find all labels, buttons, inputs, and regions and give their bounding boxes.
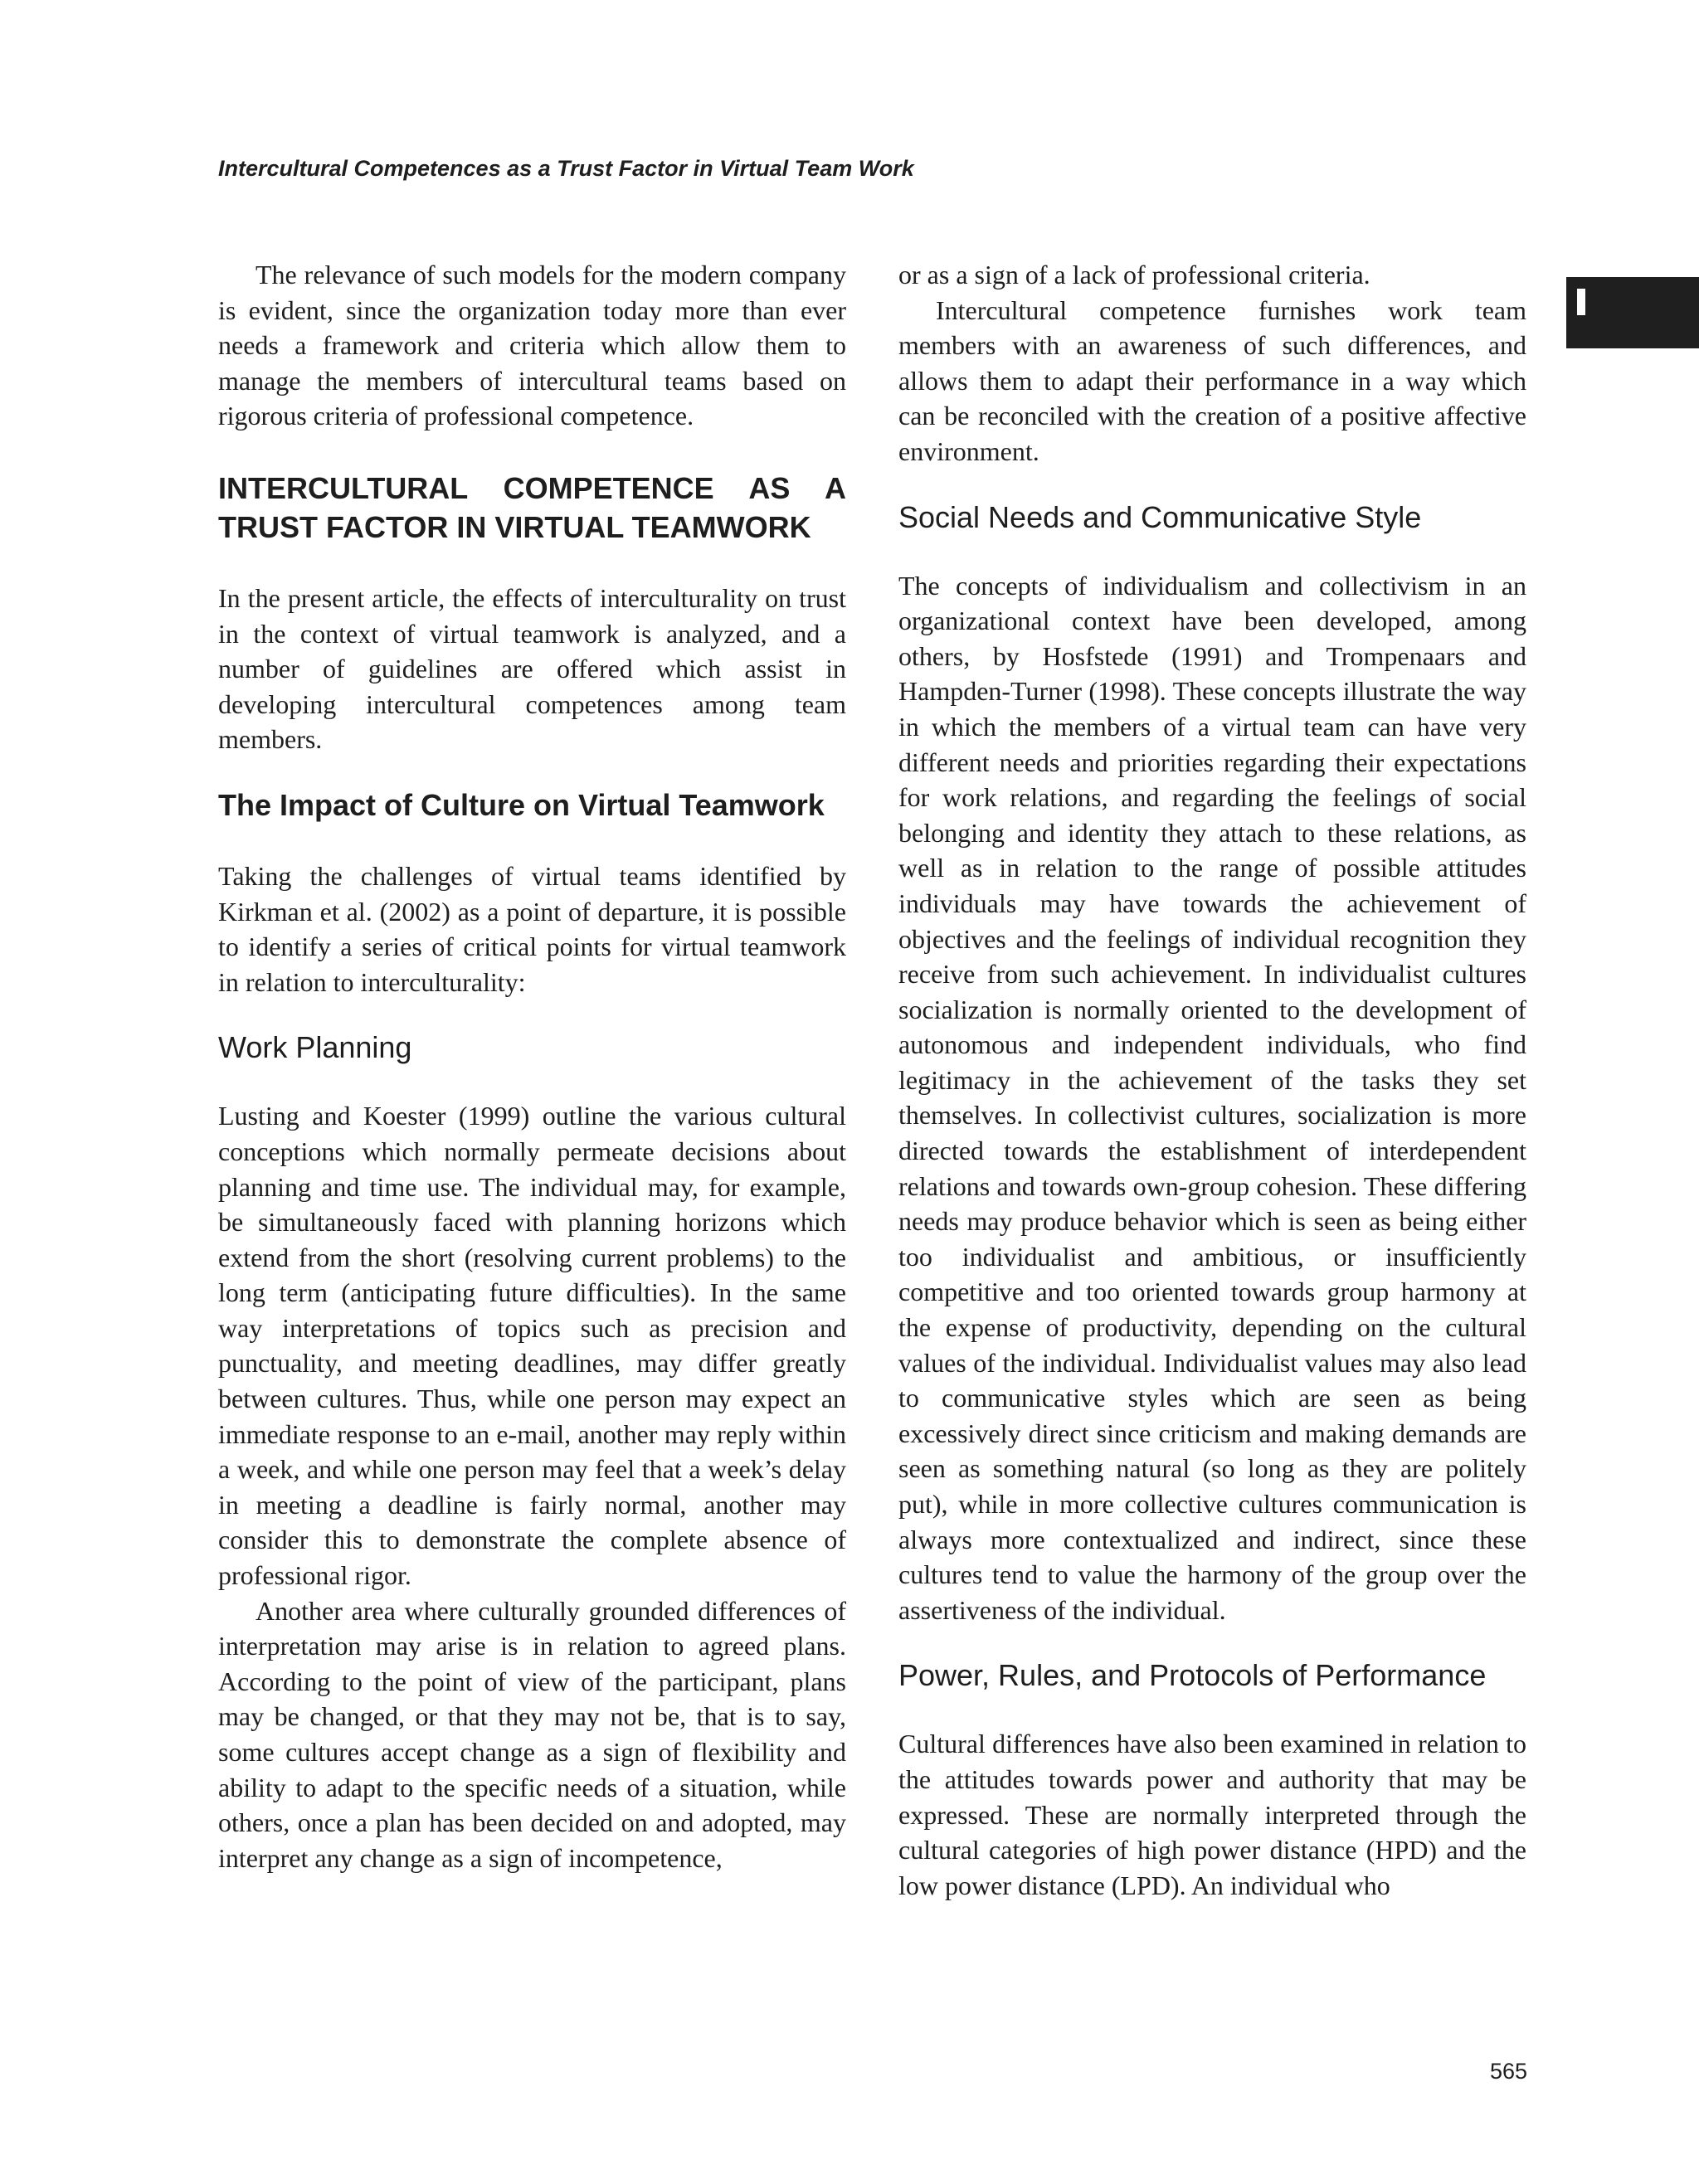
- section-thumb-tab: [1566, 277, 1699, 348]
- body-paragraph: The relevance of such models for the modern company is evident, since the organization today more than ever needs a framework and criteria which allow them to manage the members of intercultural teams based on rigorous criteria of professional competence.: [218, 260, 846, 431]
- right-column: [898, 257, 1526, 1903]
- body-paragraph: Taking the challenges of virtual teams identified by Kirkman et al. (2002) as a point of departure, it is possible to identify a series of critical points for virtual teamwork in relation to interculturality:: [218, 860, 846, 997]
- page-number: 565: [1490, 2059, 1528, 2084]
- body-paragraph: or as a sign of a lack of professional criteria.: [898, 260, 1370, 289]
- body-paragraph: The concepts of individualism and collectivism in an organizational context have been developed, among others, by Hosfstede (1991) and Trompenaars and Hampden-Turner (1998). These concepts illustrate the way in which the members of a virtual team can have very different needs and priorities regarding their expectations for work relations, and regarding the feelings of social belonging and identity they attach to these relations, as well as in relation to the range of possible attitudes individuals may have towards the achievement of objectives and the feelings of individual recognition they receive from such achievement. In individualist cultures socialization is normally oriented to the development of autonomous and independent individuals, who find legitimacy in the achievement of the tasks they set themselves. In collectivist cultures, socialization is more directed towards the establishment of interdependent relations and towards own-group cohesion. These differing needs may produce behavior which is seen as being either too individualist and ambitious, or insufficiently competitive and too oriented towards group harmony at the expense of productivity, depending on the cultural values of the individual. Individualist values may also lead to communicative styles which are seen as being excessively direct since criticism and making demands are seen as something natural (so long as they are politely put), while in more collective cultures communication is always more contextualized and indirect, since these cultures tend to value the harmony of the group over the assertiveness of the individual.: [898, 570, 1526, 1625]
- subsubsection-heading: Work Planning: [218, 1030, 412, 1065]
- body-paragraph: Cultural differences have also been examined in relation to the attitudes towards power and authority that may be expressed. These are normally interpreted through the cultural categories of high power distance (HPD) and the low power distance (LPD). An individual who: [898, 1729, 1526, 1900]
- section-heading: INTERCULTURAL COMPETENCE AS A TRUST FACTOR IN VIRTUAL TEAMWORK: [218, 470, 846, 544]
- thumb-tab-letter-mark: [1577, 289, 1585, 315]
- body-paragraph: In the present article, the effects of interculturality on trust in the context of virtual teamwork is analyzed, and a number of guidelines are offered which assist in developing intercultural competences among team members.: [218, 582, 846, 755]
- body-paragraph: Lusting and Koester (1999) outline the various cultural conceptions which normally permeate decisions about planning and time use. The individual may, for example, be simultaneously faced with planning horizons which extend from the short (resolving current problems) to the long term (anticipating future difficulties). In the same way interpretations of topics such as precision and punctuality, and meeting deadlines, may differ greatly between cultures. Thus, while one person may expect an immediate response to an e-mail, another may reply within a week, and while one person may feel that a week’s delay in meeting a deadline is fairly normal, another may consider this to demonstrate the complete absence of professional rigor.: [218, 1101, 846, 1591]
- left-column: [218, 257, 846, 1875]
- body-paragraph: Another area where culturally grounded differences of interpretation may arise is in relation to agreed plans. According to the point of view of the participant, plans may be changed, or that they may not be, that is to say, some cultures accept change as a sign of flexibility and ability to adapt to the specific needs of a situation, while others, once a plan has been decided on and adopted, may interpret any change as a sign of incompetence,: [218, 1595, 846, 1873]
- subsubsection-heading: Power, Rules, and Protocols of Performance: [898, 1658, 1487, 1693]
- body-paragraph: Intercultural competence furnishes work team members with an awareness of such differences, and allows them to adapt their performance in a way which can be reconciled with the creation of a positive affective environment.: [898, 294, 1526, 466]
- subsubsection-heading: Social Needs and Communicative Style: [898, 499, 1422, 534]
- running-header: Intercultural Competences as a Trust Factor in Virtual Team Work: [218, 156, 914, 181]
- subsection-heading: The Impact of Culture on Virtual Teamwork: [218, 787, 825, 822]
